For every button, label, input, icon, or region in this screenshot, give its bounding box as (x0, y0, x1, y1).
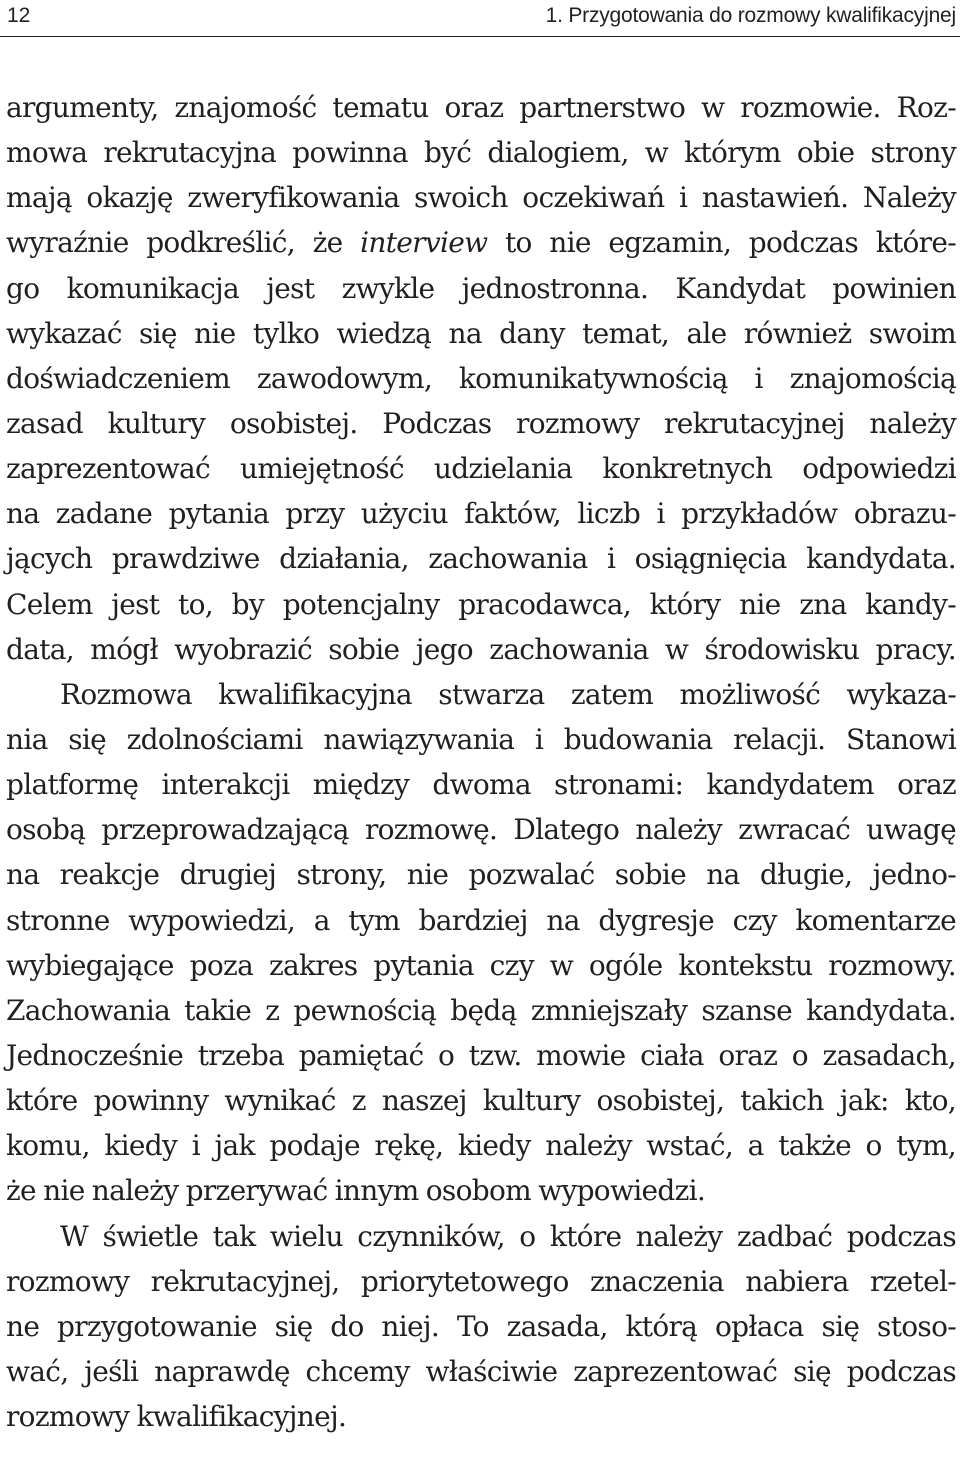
text-line: Rozmowa kwalifikacyjna stwarza zatem możliwość wykaza- (60, 677, 956, 711)
text-line: wybiegające poza zakres pytania czy w ogóle kontekstu rozmowy. (6, 948, 956, 982)
text-line: ne przygotowanie się do niej. To zasada, którą opłaca się stoso- (6, 1309, 956, 1343)
text-line: go komunikacja jest zwykle jednostronna. Kandydat powinien (6, 271, 956, 305)
text-run: wyraźnie podkreślić, że (6, 226, 361, 260)
text-line: mowa rekrutacyjna powinna być dialogiem, w którym obie strony (6, 136, 956, 170)
chapter-title: 1. Przygotowania do rozmowy kwalifikacyjnej (545, 4, 956, 27)
text-line: mają okazję zweryfikowania swoich oczekiwań i nastawień. Należy (6, 181, 956, 215)
text-line: W świetle tak wielu czynników, o które należy zadbać podczas (60, 1219, 956, 1253)
text-line: wać, jeśli naprawdę chcemy właściwie zaprezentować się podczas (6, 1354, 956, 1388)
text-line: nia się zdolnościami nawiązywania i budowania relacji. Stanowi (6, 722, 956, 756)
running-head (0, 0, 960, 36)
text-line: że nie należy przerywać innym osobom wypowiedzi. (6, 1174, 706, 1208)
text-line: doświadczeniem zawodowym, komunikatywnością i znajomością (6, 361, 956, 395)
page-number: 12 (7, 4, 31, 27)
text-line: wykazać się nie tylko wiedzą na dany temat, ale również swoim (6, 316, 956, 350)
text-line: platformę interakcji między dwoma stronami: kandydatem oraz (6, 768, 956, 802)
text-run: to nie egzamin, podczas które- (487, 226, 956, 260)
text-line: Jednocześnie trzeba pamiętać o tzw. mowie ciała oraz o zasadach, (6, 1038, 956, 1072)
text-line: komu, kiedy i jak podaje rękę, kiedy należy wstać, a także o tym, (6, 1129, 956, 1163)
text-line: osobą przeprowadzającą rozmowę. Dlatego należy zwracać uwagę (6, 813, 956, 847)
text-line: Celem jest to, by potencjalny pracodawca, który nie zna kandy- (6, 587, 956, 621)
text-line: zasad kultury osobistej. Podczas rozmowy rekrutacyjnej należy (6, 406, 956, 440)
text-line-with-italic (6, 220, 956, 265)
text-line: na reakcje drugiej strony, nie pozwalać sobie na długie, jedno- (6, 858, 956, 892)
paragraph-2 (6, 672, 956, 1214)
text-line: Zachowania takie z pewnością będą zmniejszały szanse kandydata. (6, 993, 956, 1027)
text-line: na zadane pytania przy użyciu faktów, liczb i przykładów obrazu- (6, 497, 956, 531)
header-rule (0, 36, 960, 37)
paragraph-3 (6, 1214, 956, 1440)
paragraph-1 (6, 85, 956, 672)
text-line: rozmowy kwalifikacyjnej. (6, 1400, 347, 1434)
text-line: rozmowy rekrutacyjnej, priorytetowego znaczenia nabiera rzetel- (6, 1264, 956, 1298)
text-line: jących prawdziwe działania, zachowania i osiągnięcia kandydata. (6, 542, 956, 576)
text-line: data, mógł wyobrazić sobie jego zachowania w środowisku pracy. (6, 632, 956, 666)
text-line: argumenty, znajomość tematu oraz partnerstwo w rozmowie. Roz- (6, 91, 956, 124)
body-text (6, 85, 956, 1439)
text-line: stronne wypowiedzi, a tym bardziej na dygresje czy komentarze (6, 903, 956, 937)
text-line: które powinny wynikać z naszej kultury osobistej, takich jak: kto, (6, 1084, 956, 1118)
text-line: zaprezentować umiejętność udzielania konkretnych odpowiedzi (6, 452, 956, 486)
italic-term: interview (360, 226, 488, 260)
